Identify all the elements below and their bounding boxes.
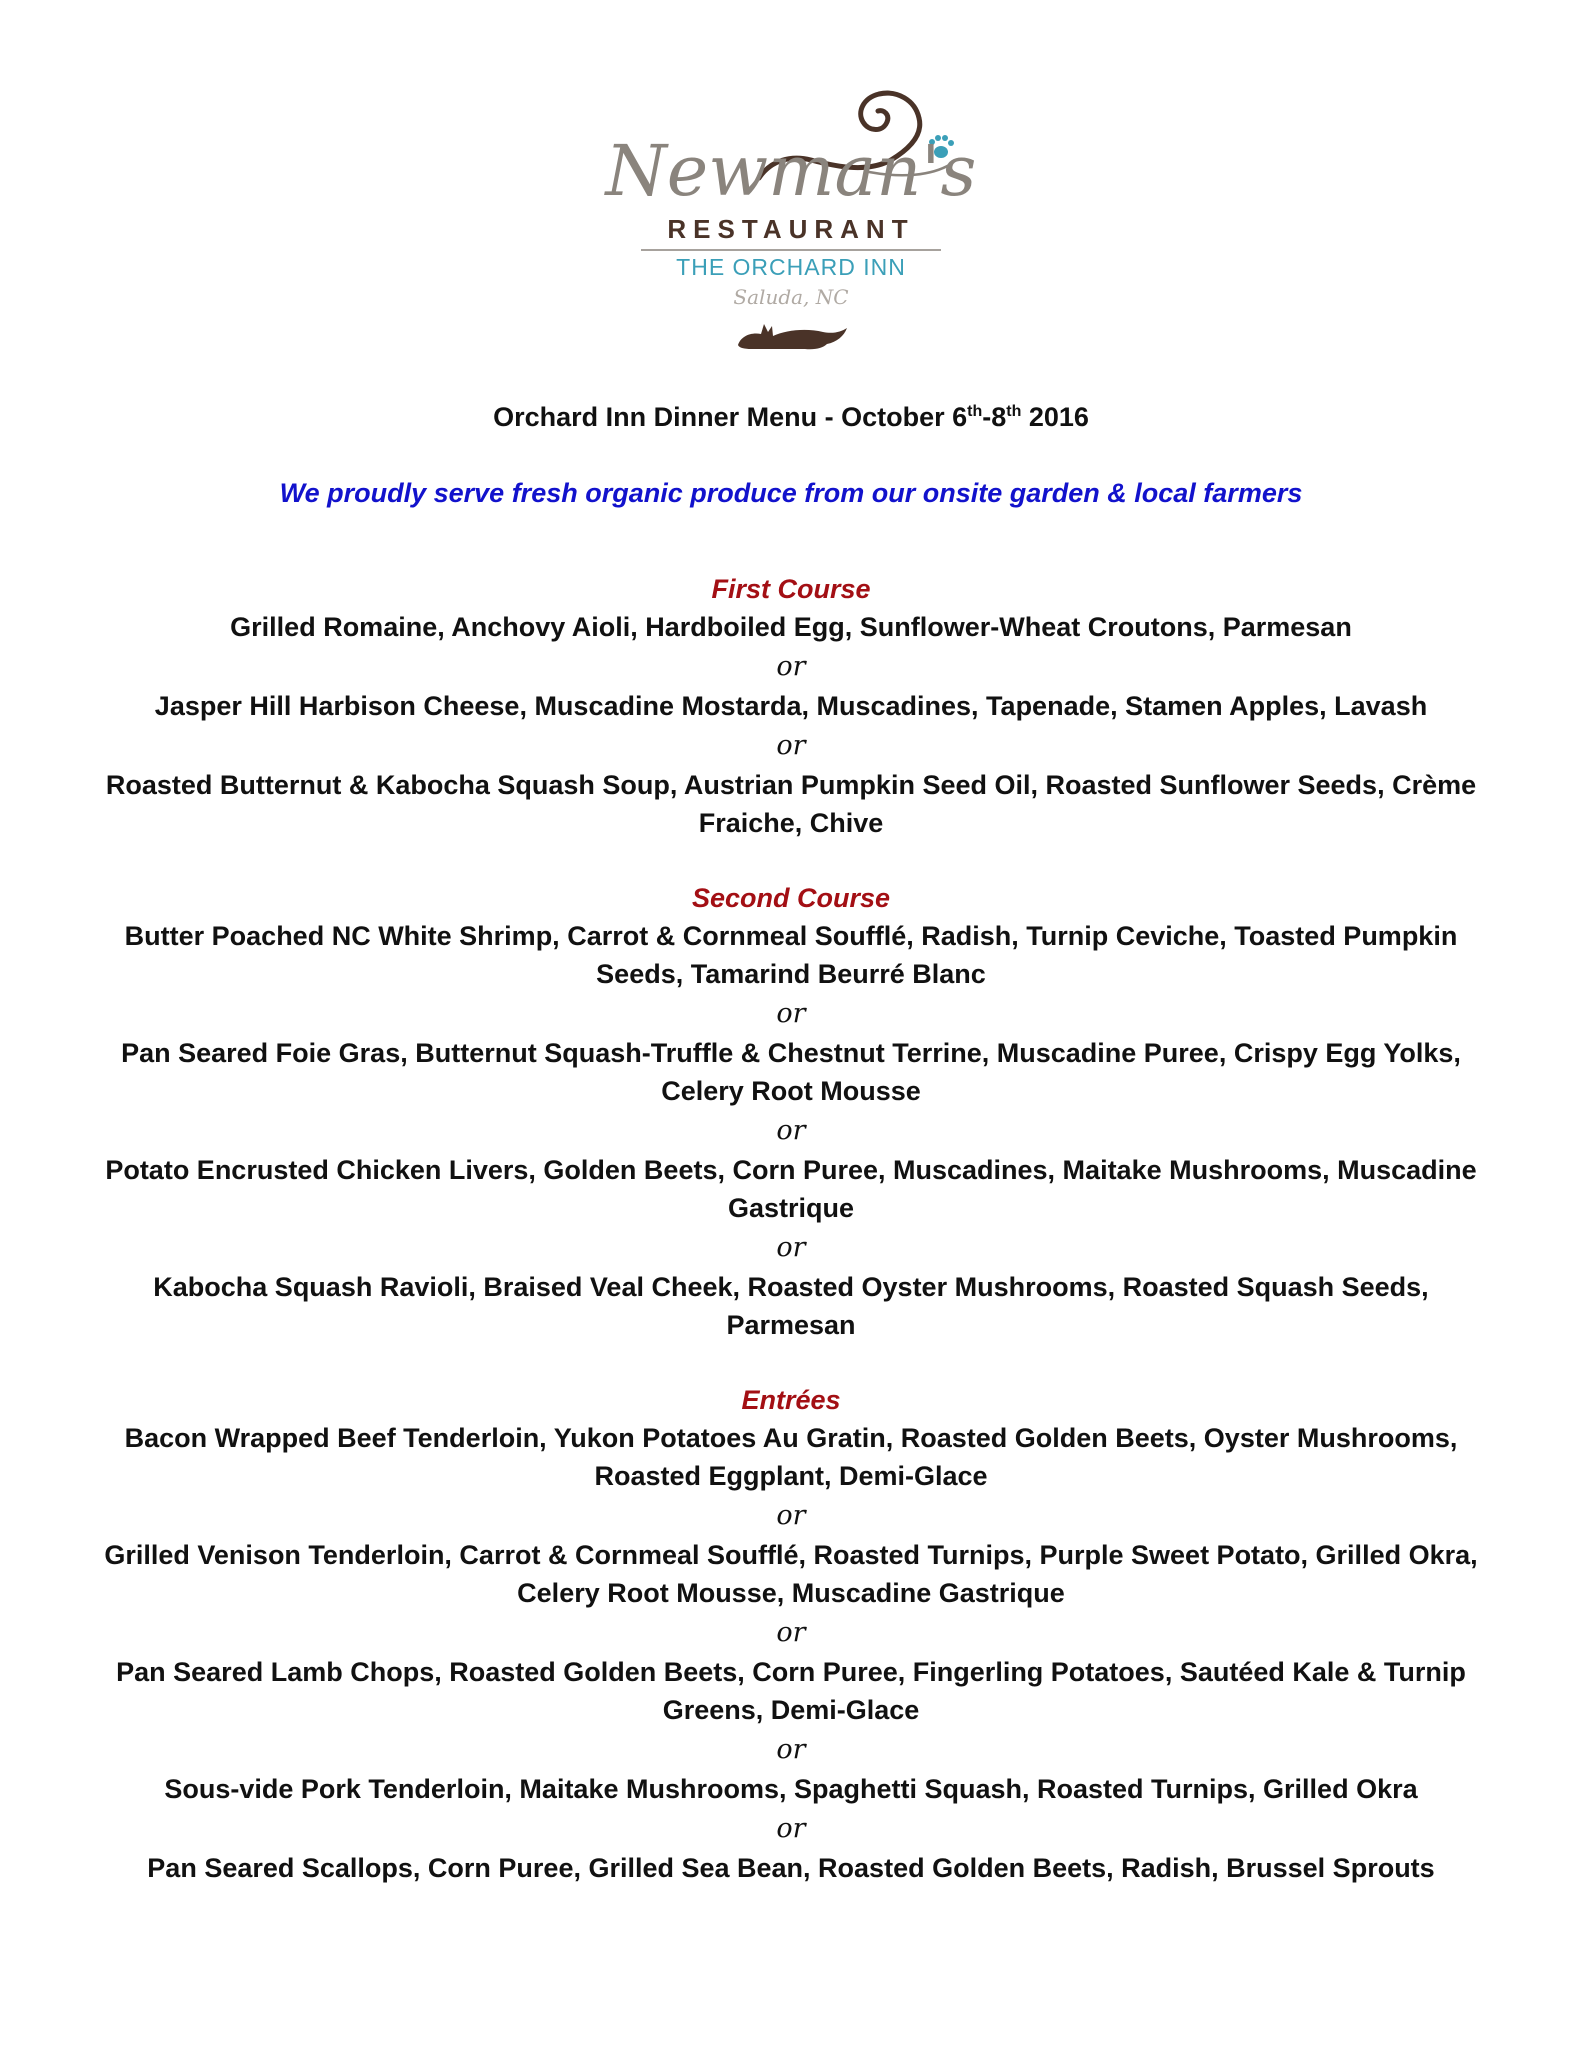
- or-separator: or: [776, 1734, 806, 1765]
- or-separator: or: [776, 1813, 806, 1844]
- course-title: First Course: [711, 574, 871, 604]
- logo-location: Saluda, NC: [733, 285, 849, 309]
- dish-item: Butter Poached NC White Shrimp, Carrot & Cornmeal Soufflé, Radish, Turnip Ceviche, Toasted Pumpkin Seeds, Tamarind Beurré Blanc: [124, 921, 1458, 989]
- title-main: Orchard Inn Dinner Menu - October 6: [493, 402, 968, 432]
- course-title: Second Course: [691, 883, 891, 913]
- dish-item: Pan Seared Lamb Chops, Roasted Golden Beets, Corn Puree, Fingerling Potatoes, Sautéed Kale & Turnip Greens, Demi-Glace: [116, 1657, 1466, 1725]
- logo-inn-name: THE ORCHARD INN: [676, 254, 906, 280]
- dish-item: Jasper Hill Harbison Cheese, Muscadine Mostarda, Muscadines, Tapenade, Stamen Apples, Lavash: [154, 691, 1428, 721]
- dish-item: Roasted Butternut & Kabocha Squash Soup, Austrian Pumpkin Seed Oil, Roasted Sunflower Seeds, Crème Fraiche, Chive: [105, 770, 1477, 838]
- or-separator: or: [776, 1232, 806, 1263]
- course-title: Entrées: [741, 1385, 841, 1415]
- course-first: [80, 570, 1502, 842]
- dish-item: Pan Seared Scallops, Corn Puree, Grilled Sea Bean, Roasted Golden Beets, Radish, Brussel Sprouts: [147, 1853, 1435, 1883]
- dish-item: Bacon Wrapped Beef Tenderloin, Yukon Potatoes Au Gratin, Roasted Golden Beets, Oyster Mushrooms, Roasted Eggplant, Demi-Glace: [124, 1423, 1458, 1491]
- title-mid: -8: [982, 402, 1007, 432]
- course-second: [80, 879, 1502, 1344]
- or-separator: or: [776, 998, 806, 1029]
- logo-graphic: [601, 60, 981, 360]
- title-sup-end: th: [1006, 403, 1022, 420]
- restaurant-logo: [0, 60, 1582, 360]
- lounging-cat-icon: [738, 324, 847, 349]
- menu: [80, 570, 1502, 1924]
- or-separator: or: [776, 1617, 806, 1648]
- title-year: 2016: [1021, 402, 1089, 432]
- dish-item: Kabocha Squash Ravioli, Braised Veal Cheek, Roasted Oyster Mushrooms, Roasted Squash Seeds, Parmesan: [153, 1272, 1429, 1340]
- dish-item: Pan Seared Foie Gras, Butternut Squash-Truffle & Chestnut Terrine, Muscadine Puree, Crispy Egg Yolks, Celery Root Mousse: [121, 1038, 1461, 1106]
- page-title: [0, 398, 1582, 436]
- or-separator: or: [776, 1115, 806, 1146]
- course-entrees: [80, 1381, 1502, 1887]
- logo-restaurant-word: RESTAURANT: [667, 214, 915, 244]
- dish-item: Potato Encrusted Chicken Livers, Golden Beets, Corn Puree, Muscadines, Maitake Mushrooms, Muscadine Gastrique: [105, 1155, 1477, 1223]
- title-sup-start: th: [967, 403, 983, 420]
- dish-item: Sous-vide Pork Tenderloin, Maitake Mushrooms, Spaghetti Squash, Roasted Turnips, Grilled Okra: [164, 1774, 1418, 1804]
- dish-item: Grilled Romaine, Anchovy Aioli, Hardboiled Egg, Sunflower-Wheat Croutons, Parmesan: [230, 612, 1352, 642]
- or-separator: or: [776, 730, 806, 761]
- or-separator: or: [776, 1500, 806, 1531]
- tagline: We proudly serve fresh organic produce from our onsite garden & local farmers: [279, 478, 1303, 508]
- or-separator: or: [776, 651, 806, 682]
- logo-script-name: Newman's: [605, 130, 977, 212]
- dish-item: Grilled Venison Tenderloin, Carrot & Cornmeal Soufflé, Roasted Turnips, Purple Sweet Potato, Grilled Okra, Celery Root Mousse, Muscadine Gastrique: [104, 1540, 1478, 1608]
